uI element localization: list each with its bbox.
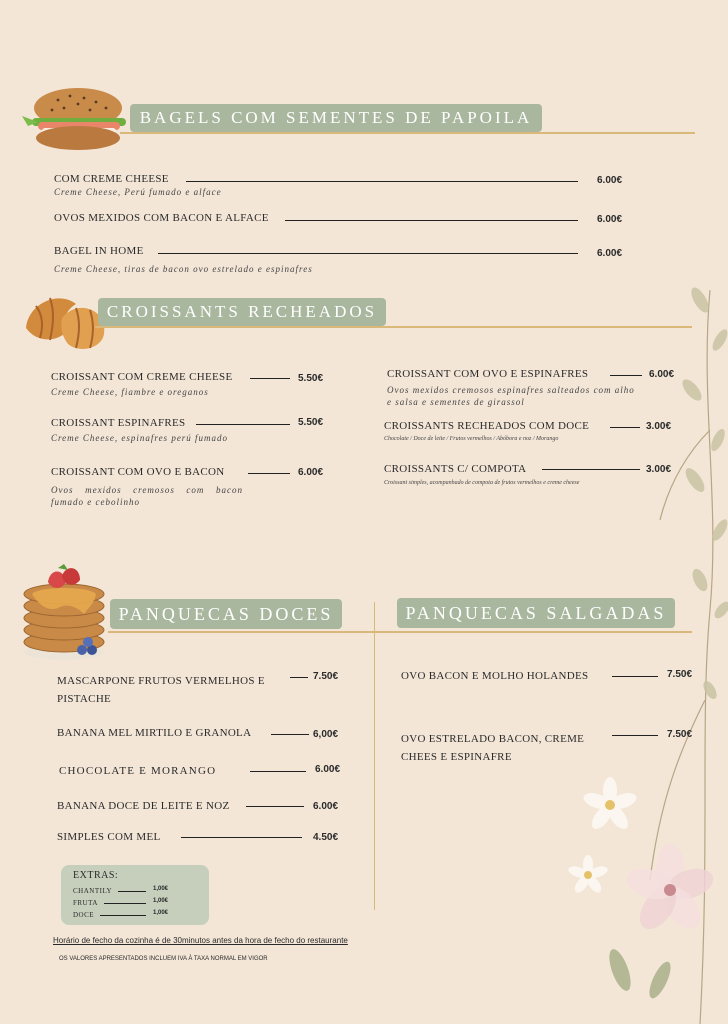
- menu-item-name-line: PISTACHE: [57, 693, 112, 705]
- price-leader: [610, 375, 642, 376]
- kitchen-hours-note: Horário de fecho da cozinha é de 30minutos antes da hora de fecho do restaurante: [53, 936, 348, 945]
- price-leader: [285, 220, 578, 221]
- menu-item-price: 3.00€: [646, 421, 672, 432]
- menu-item-name: CROISSANTS C/ COMPOTA: [384, 463, 527, 475]
- price-leader: [290, 677, 308, 678]
- menu-item-name: CROISSANT COM CREME CHEESE: [51, 371, 233, 383]
- section-title-croissants: CROISSANTS RECHEADOS: [98, 298, 386, 326]
- menu-item-name-line: CHEES E ESPINAFRE: [401, 751, 512, 763]
- price-leader: [100, 915, 146, 916]
- menu-item-name-line: OVO ESTRELADO BACON, CREME: [401, 733, 585, 745]
- price-leader: [196, 424, 290, 425]
- menu-item-description: Creme Cheese, Perú fumado e alface: [54, 187, 222, 197]
- menu-item-price: 4.50€: [313, 832, 339, 843]
- extras-item-price: 1,00€: [153, 898, 169, 904]
- section-rule: [95, 326, 692, 328]
- pancake-stack-illustration: [18, 564, 114, 662]
- menu-item-name: BAGEL IN HOME: [54, 245, 144, 257]
- price-leader: [542, 469, 640, 470]
- menu-item-name: COM CREME CHEESE: [54, 173, 169, 185]
- menu-item-name: OVO BACON E MOLHO HOLANDES: [401, 670, 589, 682]
- menu-item-description: Creme Cheese, fiambre e oreganos: [51, 387, 209, 397]
- menu-item-description: Ovos mexidos cremosos com bacon fumado e cebolinho: [51, 485, 243, 507]
- section-title-panquecas-doces: PANQUECAS DOCES: [110, 599, 342, 629]
- menu-item-price: 6.00€: [313, 801, 339, 812]
- price-leader: [246, 806, 304, 807]
- extras-item-price: 1,00€: [153, 886, 169, 892]
- bagel-illustration: [18, 86, 128, 152]
- menu-item-price: 6.00€: [597, 248, 623, 259]
- menu-item-price: 6.00€: [649, 369, 675, 380]
- menu-item-price: 6.00€: [597, 214, 623, 225]
- menu-item-name: [401, 730, 584, 766]
- extras-item-name: DOCE: [73, 911, 95, 919]
- menu-item-name: [57, 672, 265, 708]
- menu-item-price: 7.50€: [313, 671, 339, 682]
- menu-item-name: BANANA DOCE DE LEITE E NOZ: [57, 800, 230, 812]
- menu-item-name-line: MASCARPONE FRUTOS VERMELHOS E: [57, 675, 265, 687]
- menu-item-price: 7.50€: [667, 729, 693, 740]
- price-leader: [612, 735, 658, 736]
- column-divider: [374, 602, 375, 910]
- menu-item-description: Chocolate / Doce de leite / Frutos vermelhos / Abóbora e noz / Morango: [384, 436, 559, 442]
- menu-item-description: Creme Cheese, tiras de bacon ovo estrelado e espinafres: [54, 264, 313, 274]
- price-leader: [181, 837, 302, 838]
- croissant-illustration: [18, 284, 110, 356]
- menu-item-price: 5.50€: [298, 373, 324, 384]
- menu-item-price: 6.00€: [315, 764, 341, 775]
- extras-title: EXTRAS:: [73, 870, 119, 881]
- menu-item-name: OVOS MEXIDOS COM BACON E ALFACE: [54, 212, 269, 224]
- section-title-panquecas-salgadas: PANQUECAS SALGADAS: [397, 598, 675, 628]
- menu-item-price: 6,00€: [313, 729, 339, 740]
- menu-item-name: BANANA MEL MIRTILO E GRANOLA: [57, 727, 252, 739]
- extras-item-price: 1,00€: [153, 910, 169, 916]
- menu-item-name: CROISSANT ESPINAFRES: [51, 417, 186, 429]
- price-leader: [104, 903, 146, 904]
- vat-note: OS VALORES APRESENTADOS INCLUEM IVA À TAXA NORMAL EM VIGOR: [59, 956, 268, 962]
- menu-item-description: Croissant simples, acompanhado de compota de frutos vermelhos e creme cheese: [384, 480, 580, 486]
- extras-item-name: CHANTILY: [73, 887, 113, 895]
- price-leader: [186, 181, 578, 182]
- menu-item-price: 3.00€: [646, 464, 672, 475]
- menu-item-price: 5.50€: [298, 417, 324, 428]
- price-leader: [610, 427, 640, 428]
- price-leader: [248, 473, 290, 474]
- menu-item-name: CROISSANT COM OVO E ESPINAFRES: [387, 368, 589, 380]
- price-leader: [158, 253, 578, 254]
- price-leader: [612, 676, 658, 677]
- price-leader: [250, 771, 306, 772]
- section-rule: [108, 631, 692, 633]
- menu-item-name: CHOCOLATE E MORANGO: [59, 765, 217, 777]
- price-leader: [118, 891, 146, 892]
- menu-item-price: 6.00€: [298, 467, 324, 478]
- menu-item-description: Ovos mexidos cremosos espinafres salteados com alho e salsa e sementes de girassol: [387, 385, 635, 407]
- section-title-bagels: BAGELS COM SEMENTES DE PAPOILA: [130, 104, 542, 132]
- menu-item-price: 7.50€: [667, 669, 693, 680]
- menu-item-name: CROISSANT COM OVO E BACON: [51, 466, 225, 478]
- price-leader: [271, 734, 309, 735]
- menu-item-description: Creme Cheese, espinafres perú fumado: [51, 433, 229, 443]
- section-rule: [120, 132, 695, 134]
- menu-item-name: SIMPLES COM MEL: [57, 831, 161, 843]
- menu-item-name: CROISSANTS RECHEADOS COM DOCE: [384, 420, 590, 432]
- menu-item-price: 6.00€: [597, 175, 623, 186]
- extras-item-name: FRUTA: [73, 899, 98, 907]
- price-leader: [250, 378, 290, 379]
